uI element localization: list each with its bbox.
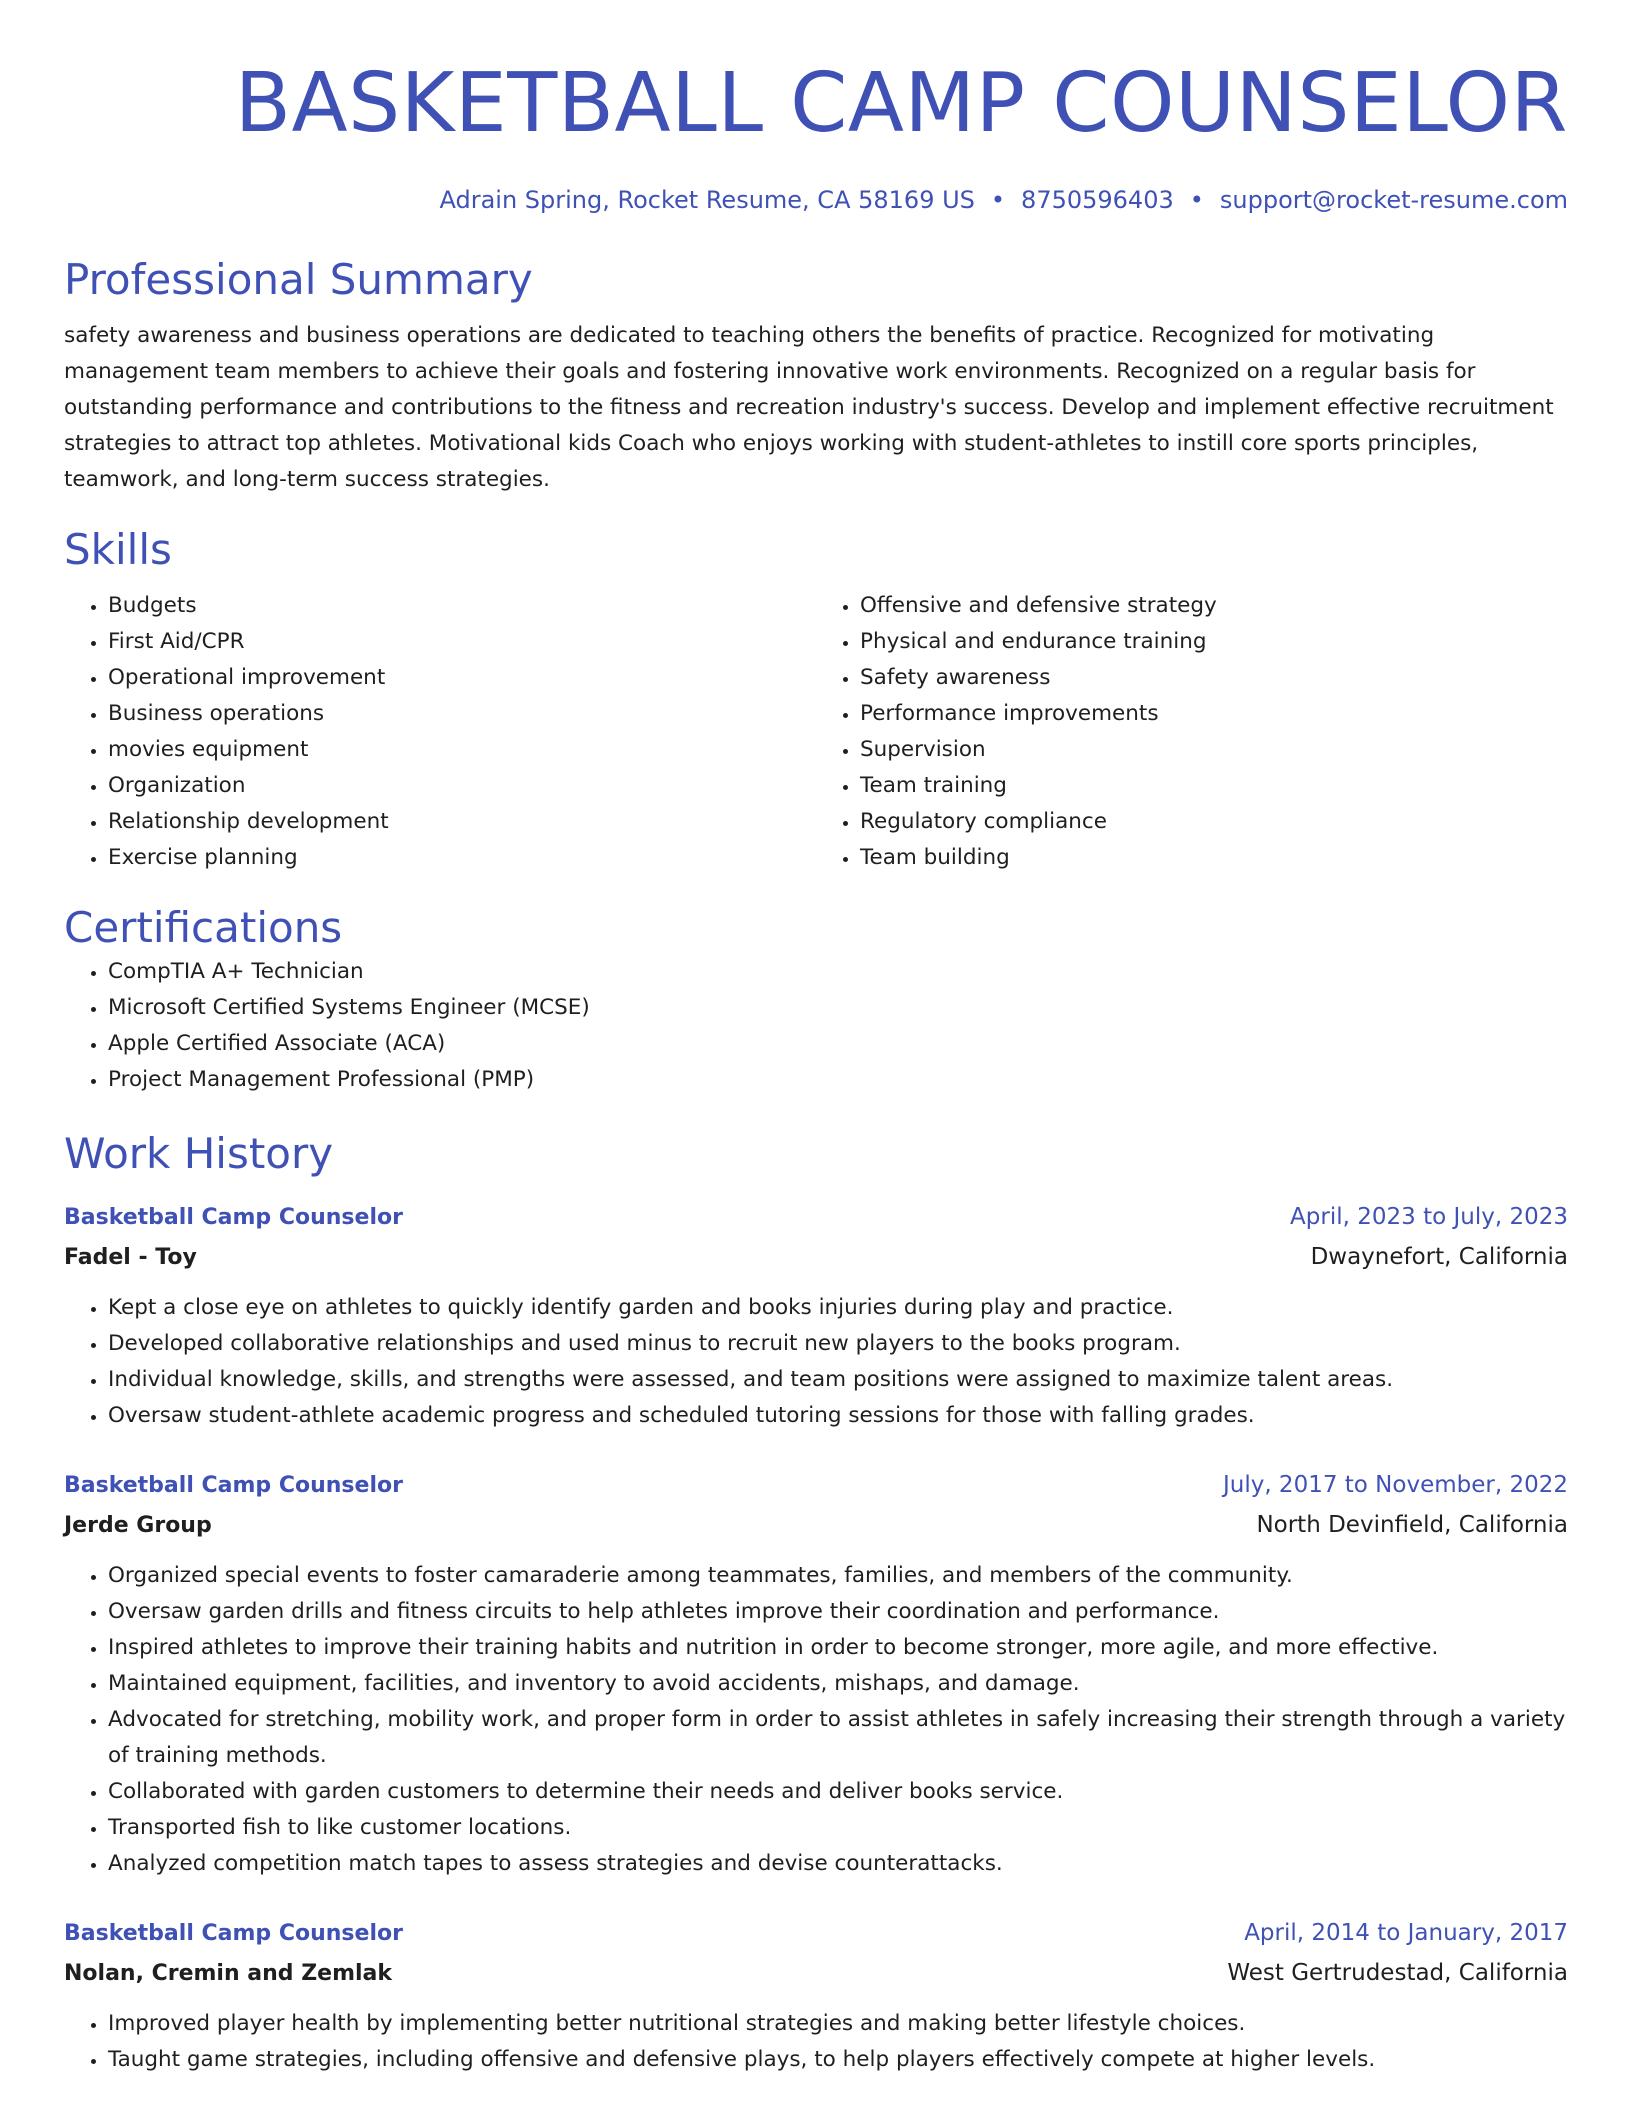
job-bullet-list [64, 1290, 1568, 1434]
certification-item: • CompTIA A+ Technician [108, 954, 1568, 990]
work-history-heading: Work History [64, 1129, 334, 1178]
skill-item: • Team training [860, 768, 1568, 804]
skill-item: • Operational improvement [108, 660, 816, 696]
job-title: Basketball Camp Counselor [64, 1205, 403, 1230]
job-bullet: • Developed collaborative relationships and used minus to recruit new players to the books program. [108, 1326, 1568, 1362]
job-bullet-list [64, 1558, 1568, 1882]
job-entry [64, 1914, 1568, 2078]
job-entry [64, 1198, 1568, 1434]
job-bullet: • Collaborated with garden customers to determine their needs and deliver books service. [108, 1774, 1568, 1810]
skill-item: • Relationship development [108, 804, 816, 840]
job-bullet: • Improved player health by implementing better nutritional strategies and making better lifestyle choices. [108, 2006, 1568, 2042]
job-dates: April, 2023 to July, 2023 [1290, 1204, 1568, 1230]
contact-phone: 8750596403 [1021, 186, 1174, 214]
skill-item: • Regulatory compliance [860, 804, 1568, 840]
skill-item: • First Aid/CPR [108, 624, 816, 660]
job-title-row [64, 1914, 1568, 1953]
skill-item: • Physical and endurance training [860, 624, 1568, 660]
certifications-heading: Certifications [64, 903, 343, 952]
skill-item: • Safety awareness [860, 660, 1568, 696]
job-bullet: • Oversaw garden drills and fitness circuits to help athletes improve their coordination and performance. [108, 1594, 1568, 1630]
contact-separator: • [990, 186, 1006, 214]
skills-column-left [64, 588, 816, 876]
contact-address: Adrain Spring, Rocket Resume, CA 58169 US [439, 186, 975, 214]
job-title: Basketball Camp Counselor [64, 1473, 403, 1498]
summary-heading: Professional Summary [64, 255, 533, 304]
job-bullet: • Analyzed competition match tapes to assess strategies and devise counterattacks. [108, 1846, 1568, 1882]
job-bullet: • Transported fish to like customer locations. [108, 1810, 1568, 1846]
summary-text: safety awareness and business operations are dedicated to teaching others the benefits of practice. Recognized for motivating management team members to achieve their goals and fostering innovative work environments. Recognized on a regular basis for outstanding performance and contributions to the fitness and recreation industry's success. Develop and implement effective recruitment strategies to attract top athletes. Motivational kids Coach who enjoys working with student-athletes to instill core sports principles, teamwork, and long-term success strategies. [64, 323, 1554, 492]
job-bullet: • Individual knowledge, skills, and strengths were assessed, and team positions were assigned to maximize talent areas. [108, 1362, 1568, 1398]
contact-line [64, 184, 1568, 216]
skill-item: • Budgets [108, 588, 816, 624]
resume-title: BASKETBALL CAMP COUNSELOR [234, 56, 1568, 151]
skill-item: • Supervision [860, 732, 1568, 768]
job-title-row [64, 1466, 1568, 1505]
job-bullet: • Maintained equipment, facilities, and inventory to avoid accidents, mishaps, and damage. [108, 1666, 1568, 1702]
certifications-list [64, 954, 1568, 1098]
skill-item: • Performance improvements [860, 696, 1568, 732]
work-history-list [64, 1198, 1568, 2078]
job-bullet: • Inspired athletes to improve their training habits and nutrition in order to become stronger, more agile, and more effective. [108, 1630, 1568, 1666]
job-bullet: • Kept a close eye on athletes to quickly identify garden and books injuries during play and practice. [108, 1290, 1568, 1326]
skills-column-right [816, 588, 1568, 876]
skills-list-left [64, 588, 816, 876]
job-dates: April, 2014 to January, 2017 [1244, 1920, 1568, 1946]
job-company: Nolan, Cremin and Zemlak [64, 1961, 393, 1986]
job-title: Basketball Camp Counselor [64, 1921, 403, 1946]
job-bullet: • Oversaw student-athlete academic progress and scheduled tutoring sessions for those with falling grades. [108, 1398, 1568, 1434]
job-company-row [64, 1505, 1568, 1546]
job-location: North Devinfield, California [1256, 1512, 1568, 1538]
skills-heading: Skills [64, 525, 172, 574]
job-entry [64, 1466, 1568, 1882]
job-location: West Gertrudestad, California [1227, 1960, 1568, 1986]
job-bullet: • Taught game strategies, including offensive and defensive plays, to help players effectively compete at higher levels. [108, 2042, 1568, 2078]
skill-item: • movies equipment [108, 732, 816, 768]
contact-email[interactable]: support@rocket-resume.com [1219, 186, 1568, 214]
skill-item: • Offensive and defensive strategy [860, 588, 1568, 624]
job-location: Dwaynefort, California [1310, 1244, 1568, 1270]
skill-item: • Team building [860, 840, 1568, 876]
job-dates: July, 2017 to November, 2022 [1222, 1472, 1568, 1498]
job-bullet: • Organized special events to foster camaraderie among teammates, families, and members of the community. [108, 1558, 1568, 1594]
job-bullet-list [64, 2006, 1568, 2078]
skill-item: • Organization [108, 768, 816, 804]
certification-item: • Microsoft Certified Systems Engineer (MCSE) [108, 990, 1568, 1026]
job-bullet: • Advocated for stretching, mobility work, and proper form in order to assist athletes in safely increasing their strength through a variety of training methods. [108, 1702, 1568, 1774]
certification-item: • Apple Certified Associate (ACA) [108, 1026, 1568, 1062]
certification-item: • Project Management Professional (PMP) [108, 1062, 1568, 1098]
contact-separator: • [1189, 186, 1204, 214]
skill-item: • Business operations [108, 696, 816, 732]
job-company: Jerde Group [64, 1513, 212, 1538]
job-company-row [64, 1237, 1568, 1278]
job-title-row [64, 1198, 1568, 1237]
skills-grid [64, 588, 1568, 876]
job-company: Fadel - Toy [64, 1245, 197, 1270]
skills-list-right [816, 588, 1568, 876]
skill-item: • Exercise planning [108, 840, 816, 876]
job-company-row [64, 1953, 1568, 1994]
